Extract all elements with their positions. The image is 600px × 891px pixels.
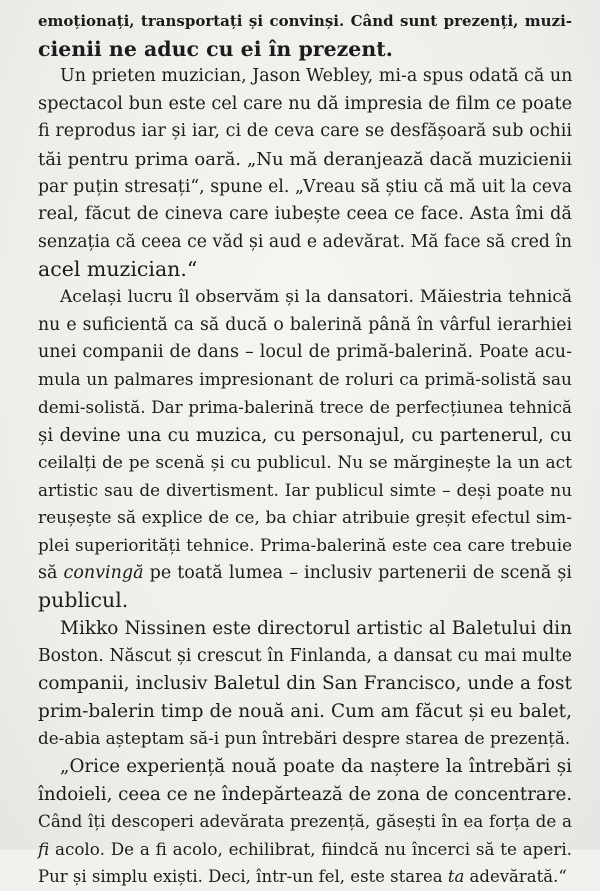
text-line: îndoieli, ceea ce ne îndepărtează de zona de concentrare. [38, 783, 573, 805]
text-fragment: pe toată lumea – inclusiv partenerii de scenă și [143, 562, 572, 583]
text-line: Când îți descoperi adevărata prezență, găsești în ea forța de a [38, 811, 572, 832]
text-line: artistic sau de divertisment. Iar publicul simte – deși poate nu [38, 480, 572, 501]
text-line: real, făcut de cineva care iubește ceea ce face. Asta îmi dă [38, 204, 572, 225]
paragraph-mikko-nissinen [38, 615, 572, 753]
emphasis-convinga: convingă [63, 562, 144, 583]
emphasis-fi: fi [38, 838, 50, 859]
paragraph-continuation [38, 8, 572, 63]
text-line: spectacol bun este cel care nu dă impresia de film ce poate [38, 93, 573, 114]
paragraph-dancers [38, 284, 572, 615]
text-line: demi-solistă. Dar prima-balerină trece de perfecțiunea tehnică [38, 397, 572, 418]
text-line: nu e suficientă ca să ducă o balerină până în vârful ierarhiei [38, 314, 572, 335]
text-line [38, 863, 572, 891]
text-line [38, 560, 572, 588]
text-fragment: adevărată.“ [464, 867, 567, 887]
text-line: Un prieten muzician, Jason Webley, mi-a spus odată că un [60, 66, 573, 87]
text-line: prim-balerin timp de nouă ani. Cum am făcut și eu balet, [38, 700, 572, 722]
paragraph-jason-webley [38, 63, 572, 284]
text-line: senzația că ceea ce văd și aud e adevărat. Mă face să cred în [38, 231, 572, 252]
text-fragment: acolo. De a fi acolo, echilibrat, fiindcă nu încerci să te aperi. [49, 838, 572, 859]
text-line: par puțin stresați“, spune el. „Vreau să știu că mă uit la ceva [38, 176, 572, 197]
text-line: publicul. [38, 588, 129, 613]
text-line: „Orice experiență nouă poate da naștere la întrebări și [60, 756, 572, 778]
text-line: fi reprodus iar și iar, ci de ceva care se desfășoară sub ochii [38, 121, 572, 142]
text-line: plei superiorități tehnice. Prima-balerină este cea care trebuie [38, 535, 572, 556]
text-line: Boston. Născut și crescut în Finlanda, a dansat cu mai multe [38, 645, 572, 666]
text-fragment: să [38, 562, 64, 583]
text-line: unei companii de dans – locul de primă-balerină. Poate acu- [38, 342, 572, 363]
emphasis-ta: ta [447, 867, 465, 887]
text-line: mula un palmares impresionant de roluri ca primă-solistă sau [38, 369, 572, 390]
text-line: companii, inclusiv Baletul din San Francisco, unde a fost [38, 673, 572, 695]
text-line: tăi pentru prima oară. „Nu mă deranjează dacă muzicienii [38, 148, 572, 170]
text-line: ceilalți de pe scenă și cu publicul. Nu se mărginește la un act [38, 452, 572, 473]
text-fragment: Pur și simplu exiști. Deci, într-un fel, este starea [38, 867, 448, 887]
text-line: acel muzician.“ [38, 257, 198, 282]
text-line: emoționați, transportați și convinși. Când sunt prezenți, muzi- [38, 12, 572, 30]
text-line: Același lucru îl observăm și la dansatori. Măiestria tehnică [60, 286, 572, 307]
paragraph-quote [38, 753, 572, 891]
text-line: cienii ne aduc cu ei în prezent. [38, 36, 393, 61]
text-line: de-abia așteptam să-i pun întrebări despre starea de prezență. [38, 728, 571, 749]
text-line: reușește să explice de ce, ba chiar atribuie greșit efectul sim- [38, 507, 572, 528]
text-line: Mikko Nissinen este directorul artistic al Baletului din [60, 618, 572, 640]
text-line: și devine una cu muzica, cu personajul, cu partenerul, cu [38, 424, 572, 446]
